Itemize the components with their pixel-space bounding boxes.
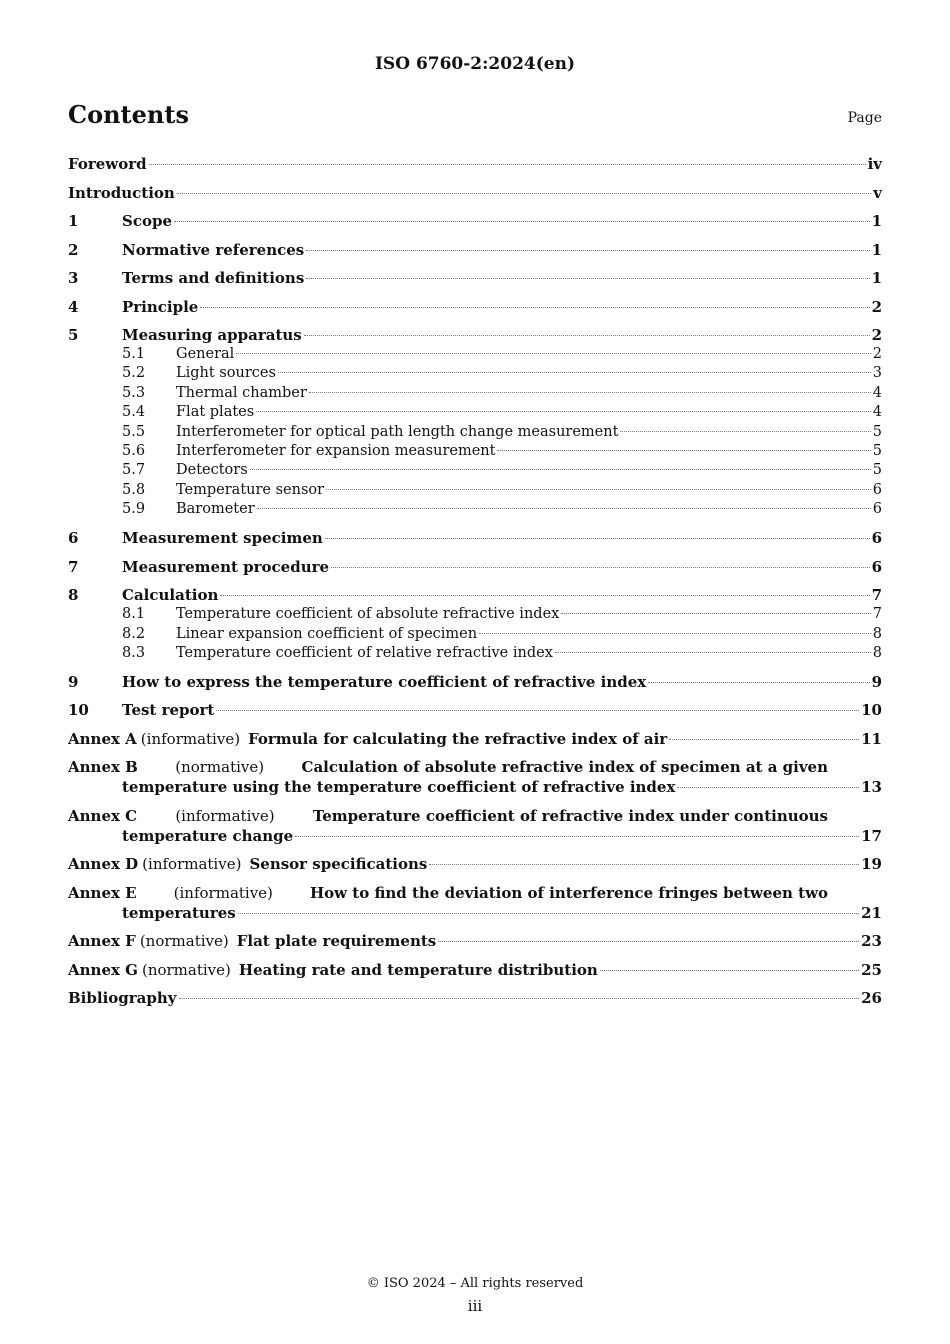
annex-title-line1: Temperature coefficient of refractive index under continuous: [312, 806, 828, 825]
toc-title: Thermal chamber: [176, 384, 307, 401]
section-number: 1: [68, 212, 79, 230]
dot-leader: [497, 450, 870, 451]
page-column-label: Page: [847, 110, 882, 126]
toc-entry-annex-c[interactable]: [68, 806, 882, 846]
annex-second-line: [68, 826, 882, 846]
annex-title: Sensor specifications: [249, 855, 428, 874]
toc-title: Test report: [122, 701, 215, 720]
annex-title-line1: How to find the deviation of interference fringes between two: [309, 883, 828, 902]
dot-leader: [177, 193, 871, 194]
toc-title: Barometer: [176, 501, 255, 518]
annex-title: Formula for calculating the refractive index of air: [248, 729, 668, 748]
section-number: 8: [68, 586, 79, 605]
toc-title: Introduction: [68, 183, 175, 202]
toc-page: 6: [872, 481, 882, 498]
toc-page: 8: [872, 644, 882, 661]
toc-entry-annex-a[interactable]: [68, 729, 882, 749]
toc-page: 8: [872, 625, 882, 642]
dot-leader: [238, 913, 859, 914]
subsection-number: 8.1: [122, 606, 146, 623]
toc-page: 6: [871, 557, 882, 576]
annex-title-line2: temperature using the temperature coefficient of refractive index: [122, 778, 676, 797]
toc-entry-annex-f[interactable]: [68, 931, 882, 951]
toc-title: Linear expansion coefficient of specimen: [176, 625, 478, 642]
dot-leader: [200, 307, 869, 308]
subsection-number: 5.2: [122, 365, 146, 382]
annex-type: (normative): [139, 932, 229, 951]
toc-entry-section[interactable]: [68, 585, 882, 605]
contents-heading: Contents: [68, 100, 189, 129]
toc-title: Measurement procedure: [122, 557, 330, 576]
toc-title: Normative references: [122, 240, 305, 259]
toc-title: Terms and definitions: [122, 269, 305, 287]
subsection-number: 5.3: [122, 384, 146, 401]
toc-entry-section[interactable]: [68, 672, 882, 692]
dot-leader: [250, 469, 871, 470]
dot-leader: [438, 941, 859, 942]
dot-leader: [429, 864, 859, 865]
dot-leader: [306, 250, 869, 251]
dot-leader: [236, 353, 870, 354]
toc-page: 9: [871, 672, 882, 691]
dot-leader: [256, 411, 871, 412]
annex-label: Annex B: [68, 758, 138, 777]
toc-page: 2: [871, 297, 882, 316]
toc-page: 4: [872, 404, 882, 421]
table-of-contents: [68, 150, 882, 1008]
toc-entry-subsection[interactable]: [68, 442, 882, 461]
toc-page: 21: [861, 903, 882, 922]
dot-leader: [669, 739, 859, 740]
annex-label: Annex G: [68, 960, 138, 979]
document-id: ISO 6760-2:2024(en): [374, 54, 575, 74]
subsection-number: 5.9: [122, 501, 146, 518]
toc-title: Interferometer for optical path length change measurement: [176, 423, 619, 440]
toc-entry-section[interactable]: [68, 700, 882, 720]
dot-leader: [677, 787, 859, 788]
annex-first-line: [68, 757, 882, 777]
subsection-number: 8.2: [122, 625, 146, 642]
toc-page: 6: [871, 529, 882, 548]
toc-page: 10: [861, 701, 882, 720]
toc-title: Temperature sensor: [176, 481, 325, 498]
annex-title-line2: temperatures: [122, 903, 236, 922]
dot-leader: [479, 633, 871, 634]
toc-entry-annex-g[interactable]: [68, 960, 882, 980]
annex-type: (informative): [140, 729, 241, 748]
toc-entry-annex-d[interactable]: [68, 854, 882, 874]
annex-second-line: [68, 777, 882, 797]
dot-leader: [278, 372, 871, 373]
toc-page: 7: [872, 606, 882, 623]
section-number: 5: [68, 326, 79, 344]
toc-entry-section[interactable]: [68, 297, 882, 317]
dot-leader: [306, 278, 869, 279]
annex-first-line: [68, 883, 882, 903]
toc-title: Measurement specimen: [122, 529, 323, 548]
toc-entry-subsection[interactable]: [68, 605, 882, 624]
annex-label: Annex C: [68, 806, 138, 825]
dot-leader: [149, 164, 866, 165]
section-number: 6: [68, 529, 79, 548]
section-number: 3: [68, 269, 79, 287]
annex-label: Annex A: [68, 729, 137, 748]
toc-title: Bibliography: [68, 989, 177, 1008]
annex-title-line1: Calculation of absolute refractive index of specimen at a given: [301, 758, 828, 777]
dot-leader: [326, 489, 871, 490]
toc-title: Detectors: [176, 462, 248, 479]
toc-entry-subsection[interactable]: [68, 364, 882, 383]
dot-leader: [648, 682, 869, 683]
toc-title: How to express the temperature coefficient of refractive index: [122, 672, 647, 691]
toc-page: 1: [871, 212, 882, 230]
toc-page: v: [873, 183, 882, 202]
toc-entry-section[interactable]: [68, 528, 882, 548]
copyright-notice: © ISO 2024 – All rights reserved: [366, 1276, 584, 1291]
dot-leader: [216, 710, 859, 711]
toc-entry-subsection[interactable]: [68, 625, 882, 644]
toc-page: 1: [871, 240, 882, 259]
dot-leader: [309, 392, 871, 393]
toc-entry-subsection[interactable]: [68, 481, 882, 500]
toc-entry-foreword[interactable]: [68, 154, 882, 174]
subsection-number: 8.3: [122, 644, 146, 661]
toc-entry-introduction[interactable]: [68, 183, 882, 203]
toc-page: 5: [872, 462, 882, 479]
toc-entry-annex-b[interactable]: [68, 757, 882, 797]
toc-page: 5: [872, 423, 882, 440]
toc-entry-bibliography[interactable]: [68, 988, 882, 1008]
annex-label: Annex E: [68, 883, 137, 902]
dot-leader: [179, 998, 860, 999]
toc-page: 23: [861, 932, 882, 951]
dot-leader: [555, 652, 871, 653]
toc-page: 2: [871, 326, 882, 344]
dot-leader: [600, 970, 859, 971]
toc-title: Principle: [122, 297, 199, 316]
toc-entry-section[interactable]: [68, 211, 882, 231]
toc-page: 11: [861, 729, 882, 748]
subsection-number: 5.7: [122, 462, 146, 479]
annex-first-line: [68, 806, 882, 826]
dot-leader: [561, 613, 870, 614]
toc-title: Scope: [122, 212, 173, 230]
subsection-number: 5.6: [122, 443, 146, 460]
page-number: iii: [467, 1297, 483, 1315]
toc-page: 3: [872, 365, 882, 382]
dot-leader: [295, 836, 859, 837]
toc-page: 19: [861, 855, 882, 874]
annex-type: (informative): [142, 855, 242, 874]
toc-page: 2: [872, 346, 882, 362]
toc-title: General: [176, 346, 235, 362]
dot-leader: [304, 335, 870, 336]
subsection-number: 5.1: [122, 346, 146, 362]
toc-entry-subsection[interactable]: [68, 500, 882, 519]
section-number: 10: [68, 701, 89, 720]
toc-entry-subsection[interactable]: [68, 384, 882, 403]
dot-leader: [620, 431, 870, 432]
toc-page: 26: [861, 989, 882, 1008]
toc-entry-section[interactable]: [68, 240, 882, 260]
toc-title: Light sources: [176, 365, 276, 382]
annex-label: Annex D: [68, 855, 139, 874]
toc-title: Measuring apparatus: [122, 326, 302, 344]
toc-page: 7: [871, 586, 882, 605]
toc-entry-subsection[interactable]: [68, 461, 882, 480]
toc-page: 17: [861, 826, 882, 845]
dot-leader: [220, 595, 869, 596]
annex-type: (informative): [175, 806, 275, 825]
toc-entry-section[interactable]: [68, 325, 882, 345]
annex-second-line: [68, 903, 882, 923]
toc-title: Interferometer for expansion measurement: [176, 443, 496, 460]
annex-title-line2: temperature change: [122, 826, 294, 845]
toc-title: Calculation: [122, 586, 219, 605]
annex-type: (normative): [175, 758, 265, 777]
annex-type: (normative): [141, 960, 231, 979]
section-number: 4: [68, 297, 79, 316]
toc-page: 5: [872, 443, 882, 460]
toc-entry-section[interactable]: [68, 268, 882, 288]
toc-title: Temperature coefficient of relative refractive index: [176, 644, 553, 661]
annex-title: Heating rate and temperature distribution: [238, 960, 598, 979]
subsection-number: 5.4: [122, 404, 146, 421]
toc-title: Temperature coefficient of absolute refractive index: [176, 606, 560, 623]
dot-leader: [257, 508, 871, 509]
toc-page: 25: [861, 960, 882, 979]
toc-page: 1: [871, 269, 882, 287]
annex-title: Flat plate requirements: [236, 932, 437, 951]
toc-page: 4: [872, 384, 882, 401]
subsection-number: 5.8: [122, 481, 146, 498]
toc-title: Flat plates: [176, 404, 255, 421]
toc-entry-subsection[interactable]: [68, 423, 882, 442]
toc-entry-subsection[interactable]: [68, 403, 882, 422]
dot-leader: [325, 538, 870, 539]
annex-label: Annex F: [68, 932, 136, 951]
annex-type: (informative): [173, 883, 273, 902]
toc-page: 6: [872, 501, 882, 518]
toc-title: Foreword: [68, 155, 147, 173]
dot-leader: [331, 567, 870, 568]
toc-entry-annex-e[interactable]: [68, 883, 882, 923]
section-number: 7: [68, 557, 79, 576]
toc-page: 13: [861, 778, 882, 797]
section-number: 9: [68, 672, 79, 691]
toc-page: iv: [867, 155, 882, 173]
toc-entry-section[interactable]: [68, 557, 882, 577]
toc-entry-subsection[interactable]: [68, 644, 882, 663]
section-number: 2: [68, 240, 79, 259]
subsection-number: 5.5: [122, 423, 146, 440]
toc-entry-subsection[interactable]: [68, 345, 882, 364]
dot-leader: [174, 221, 870, 222]
